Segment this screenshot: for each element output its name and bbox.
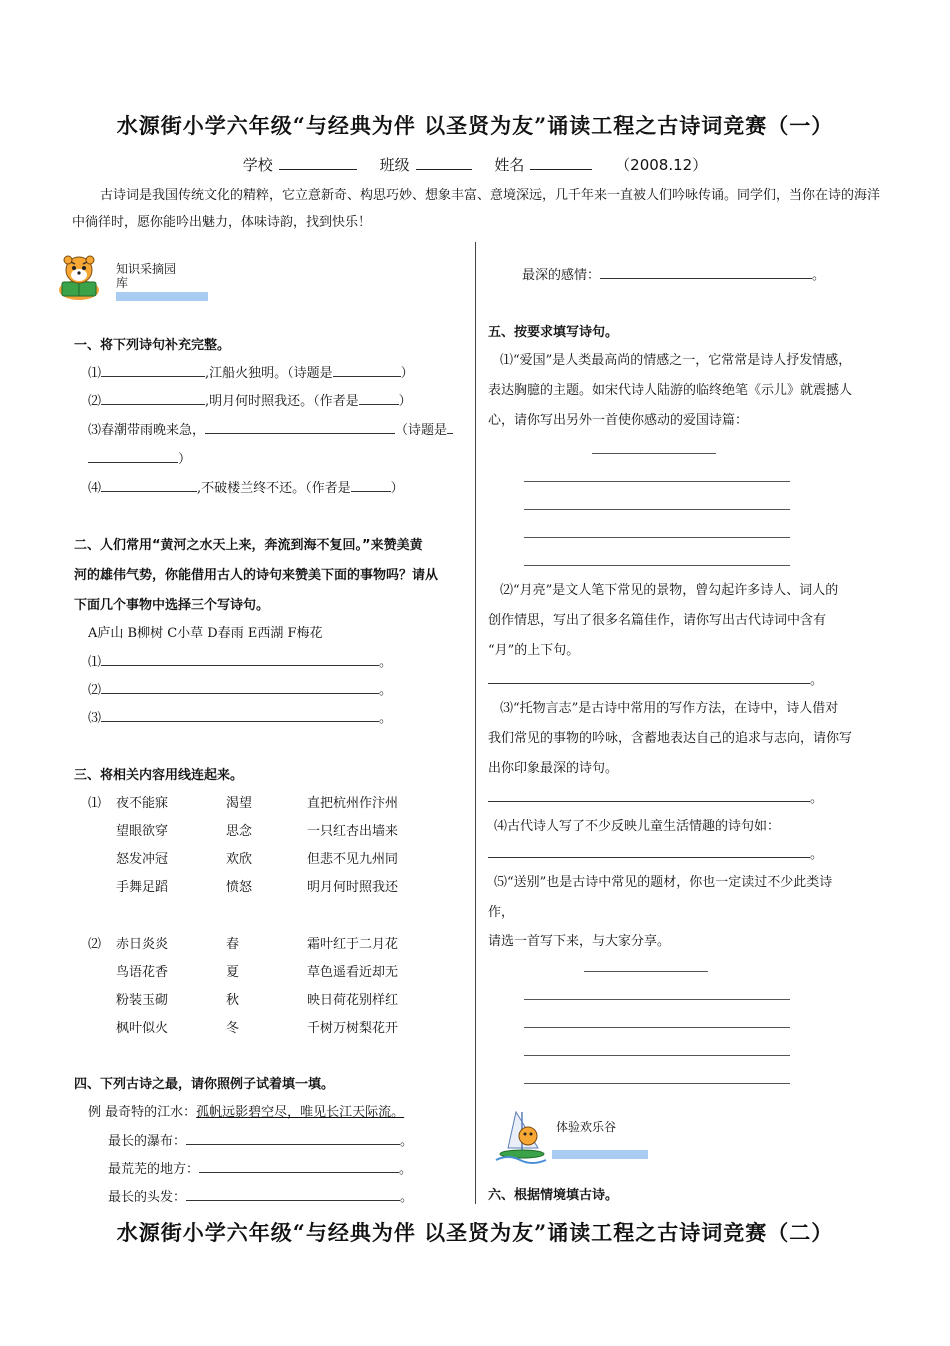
s1-q4-blank[interactable] <box>101 477 197 492</box>
section-2-heading-2: 河的雄伟气势，你能借用古人的诗句来赞美下面的事物吗？请从 <box>74 568 439 583</box>
match-item[interactable]: 枫叶似火 <box>116 1021 169 1036</box>
s4-row-2: 最荒芜的地方： 。 <box>108 1158 412 1177</box>
s5-p5-line1: ⑸“送别”也是古诗中常见的题材，你也一定读过不少此类诗 <box>494 875 833 890</box>
class-blank[interactable] <box>416 155 472 170</box>
match-item[interactable]: 赤日炎炎 <box>116 937 169 952</box>
match-item[interactable]: 春 <box>226 937 240 952</box>
match-item[interactable]: 千树万树梨花开 <box>307 1021 399 1036</box>
s5-p5-line2: 作， <box>488 905 515 920</box>
s1-q1-title-blank[interactable] <box>333 362 401 377</box>
match-item[interactable]: 夜不能寐 <box>116 796 169 811</box>
school-blank[interactable] <box>279 155 357 170</box>
fun-badge-bar <box>552 1150 648 1159</box>
s4-row-1-blank[interactable] <box>186 1130 400 1145</box>
section-5-heading: 五、按要求填写诗句。 <box>488 325 619 340</box>
knowledge-badge-label-2: 库 <box>116 276 129 290</box>
section-2-heading-1: 二、人们常用“黄河之水天上来，奔流到海不复回。”来赞美黄 <box>74 538 423 553</box>
s5-p3-line3: 出你印象最深的诗句。 <box>488 761 619 776</box>
name-label: 姓名 <box>494 156 525 174</box>
s2-answer-2: ⑵ 。 <box>88 679 392 698</box>
section-1-heading: 一、将下列诗句补充完整。 <box>74 338 231 353</box>
tiger-surfing-icon <box>494 1108 550 1166</box>
s5-p5-answer-line-2[interactable] <box>524 1027 790 1028</box>
s5-p5-title-line[interactable] <box>584 971 708 972</box>
match-item[interactable]: 手舞足蹈 <box>116 880 169 895</box>
s5-p4-line1: ⑷古代诗人写了不少反映儿童生活情趣的诗句如： <box>494 819 781 834</box>
s5-p1-line1: ⑴“爱国”是人类最高尚的情感之一，它常常是诗人抒发情感， <box>500 353 852 368</box>
s5-p2-answer: 。 <box>488 669 823 688</box>
s5-p3-line2: 我们常见的事物的吟咏，含蓄地表达自己的追求与志向，请你写 <box>488 731 853 746</box>
knowledge-badge-bar <box>116 292 208 301</box>
s5-p3-answer-blank[interactable] <box>488 787 810 802</box>
match-group-1-number: ⑴ <box>88 796 102 811</box>
s5-p4-answer: 。 <box>488 843 823 862</box>
knowledge-badge-label-1: 知识采摘园 <box>116 262 177 276</box>
s1-question-4: ⑷ ,不破楼兰终不还。（作者是 ） <box>88 477 404 496</box>
r-deepest-feeling-blank[interactable] <box>600 264 812 279</box>
s1-q4-author-blank[interactable] <box>351 477 391 492</box>
student-info-row <box>0 154 950 175</box>
intro-paragraph: 古诗词是我国传统文化的精粹，它立意新奇、构思巧妙、想象丰富、意境深远，几千年来一直被人们吟咏传诵。同学们，当你在诗的海洋中徜徉时，愿你能吟出魅力，体味诗韵，找到快乐！ <box>72 188 881 230</box>
match-item[interactable]: 明月何时照我还 <box>307 880 399 895</box>
section-2-heading-3: 下面几个事物中选择三个写诗句。 <box>74 598 270 613</box>
match-item[interactable]: 思念 <box>226 824 253 839</box>
s4-row-2-blank[interactable] <box>199 1158 399 1173</box>
school-label: 学校 <box>242 156 273 174</box>
section-3-heading: 三、将相关内容用线连起来。 <box>74 768 244 783</box>
s5-p3-line1: ⑶“托物言志”是古诗中常用的写作方法，在诗中，诗人借对 <box>500 701 839 716</box>
s5-p1-answer-line-1[interactable] <box>524 481 790 482</box>
s5-p2-line2: 创作情思，写出了很多名篇佳作，请你写出古代诗词中含有 <box>488 613 827 628</box>
match-item[interactable]: 粉装玉砌 <box>116 993 169 1008</box>
s2-answer-1: ⑴ 。 <box>88 651 392 670</box>
s5-p2-line1: ⑵“月亮”是文人笔下常见的景物，曾勾起许多诗人、词人的 <box>500 583 839 598</box>
s1-q2-author-blank[interactable] <box>359 390 399 405</box>
s2-options: A庐山 B柳树 C小草 D春雨 E西湖 F梅花 <box>88 626 323 641</box>
s5-p1-answer-line-3[interactable] <box>524 537 790 538</box>
s2-answer-1-blank[interactable] <box>101 651 379 666</box>
s1-q3-title-blank[interactable] <box>88 448 178 463</box>
s4-row-1: 最长的瀑布： 。 <box>108 1130 413 1149</box>
fun-badge <box>494 1108 654 1166</box>
r-deepest-feeling: 最深的感情： 。 <box>522 264 825 283</box>
match-item[interactable]: 鸟语花香 <box>116 965 169 980</box>
s5-p3-answer: 。 <box>488 787 823 806</box>
s5-p1-title-line[interactable] <box>592 453 716 454</box>
s5-p5-answer-line-3[interactable] <box>524 1055 790 1056</box>
s2-answer-2-blank[interactable] <box>101 679 379 694</box>
match-group-2-number: ⑵ <box>88 937 102 952</box>
s4-example-answer: 孤帆远影碧空尽，唯见长江天际流。 <box>196 1105 405 1120</box>
knowledge-badge <box>54 252 214 302</box>
s1-q3-blank[interactable] <box>205 419 395 434</box>
s5-p1-line3: 心，请你写出另外一首使你感动的爱国诗篇： <box>488 413 749 428</box>
s4-row-3: 最长的头发： 。 <box>108 1186 413 1205</box>
match-item[interactable]: 欢欣 <box>226 852 253 867</box>
s5-p2-line3: “月”的上下句。 <box>488 643 580 658</box>
s1-question-3: ⑶春潮带雨晚来急， （诗题是 <box>88 419 453 438</box>
s4-row-3-blank[interactable] <box>186 1186 400 1201</box>
s5-p2-answer-blank[interactable] <box>488 669 810 684</box>
s1-q1-blank[interactable] <box>101 362 205 377</box>
name-blank[interactable] <box>530 155 592 170</box>
match-item[interactable]: 望眼欲穿 <box>116 824 169 839</box>
s5-p1-answer-line-2[interactable] <box>524 509 790 510</box>
match-item[interactable]: 秋 <box>226 993 240 1008</box>
page-title-2: 水源街小学六年级“与经典为伴 以圣贤为友”诵读工程之古诗词竞赛（二） <box>116 1220 834 1245</box>
column-divider <box>475 242 476 1204</box>
s5-p1-line2: 表达胸臆的主题。如宋代诗人陆游的临终绝笔《示儿》就震撼人 <box>488 383 853 398</box>
section-4-heading: 四、下列古诗之最，请你照例子试着填一填。 <box>74 1077 335 1092</box>
tiger-reading-icon <box>54 252 104 302</box>
match-item[interactable]: 冬 <box>226 1021 240 1036</box>
match-item[interactable]: 草色遥看近却无 <box>307 965 399 980</box>
s5-p5-line3: 请选一首写下来，与大家分享。 <box>488 934 671 949</box>
page-title: 水源街小学六年级“与经典为伴 以圣贤为友”诵读工程之古诗词竞赛（一） <box>116 113 834 138</box>
s1-question-3-cont: ） <box>88 448 191 467</box>
section-6-heading: 六、根据情境填古诗。 <box>488 1188 619 1203</box>
class-label: 班级 <box>379 156 410 174</box>
match-item[interactable]: 渴望 <box>226 796 253 811</box>
s5-p1-answer-line-4[interactable] <box>524 565 790 566</box>
s1-question-2: ⑵ ,明月何时照我还。（作者是 ） <box>88 390 412 409</box>
s5-p4-answer-blank[interactable] <box>488 843 810 858</box>
match-item[interactable]: 怒发冲冠 <box>116 852 169 867</box>
match-item[interactable]: 映日荷花别样红 <box>307 993 399 1008</box>
match-item[interactable]: 但悲不见九州同 <box>307 852 399 867</box>
match-item[interactable]: 一只红杏出墙来 <box>307 824 399 839</box>
match-item[interactable]: 直把杭州作汴州 <box>307 796 399 811</box>
s1-q3-title-blank-start[interactable] <box>447 419 453 434</box>
s5-p5-answer-line-1[interactable] <box>524 999 790 1000</box>
s1-q2-blank[interactable] <box>101 390 205 405</box>
match-item[interactable]: 霜叶红于二月花 <box>307 937 399 952</box>
s4-example: 例 最奇特的江水：孤帆远影碧空尽，唯见长江天际流。 <box>88 1105 405 1120</box>
fun-badge-label: 体验欢乐谷 <box>556 1120 617 1134</box>
date-label: （2008.12） <box>615 156 708 174</box>
match-item[interactable]: 愤怒 <box>226 880 253 895</box>
match-item[interactable]: 夏 <box>226 965 240 980</box>
s5-p5-answer-line-4[interactable] <box>524 1083 790 1084</box>
s2-answer-3-blank[interactable] <box>101 707 379 722</box>
s2-answer-3: ⑶ 。 <box>88 707 392 726</box>
s1-question-1: ⑴ ,江船火独明。（诗题是 ） <box>88 362 414 381</box>
